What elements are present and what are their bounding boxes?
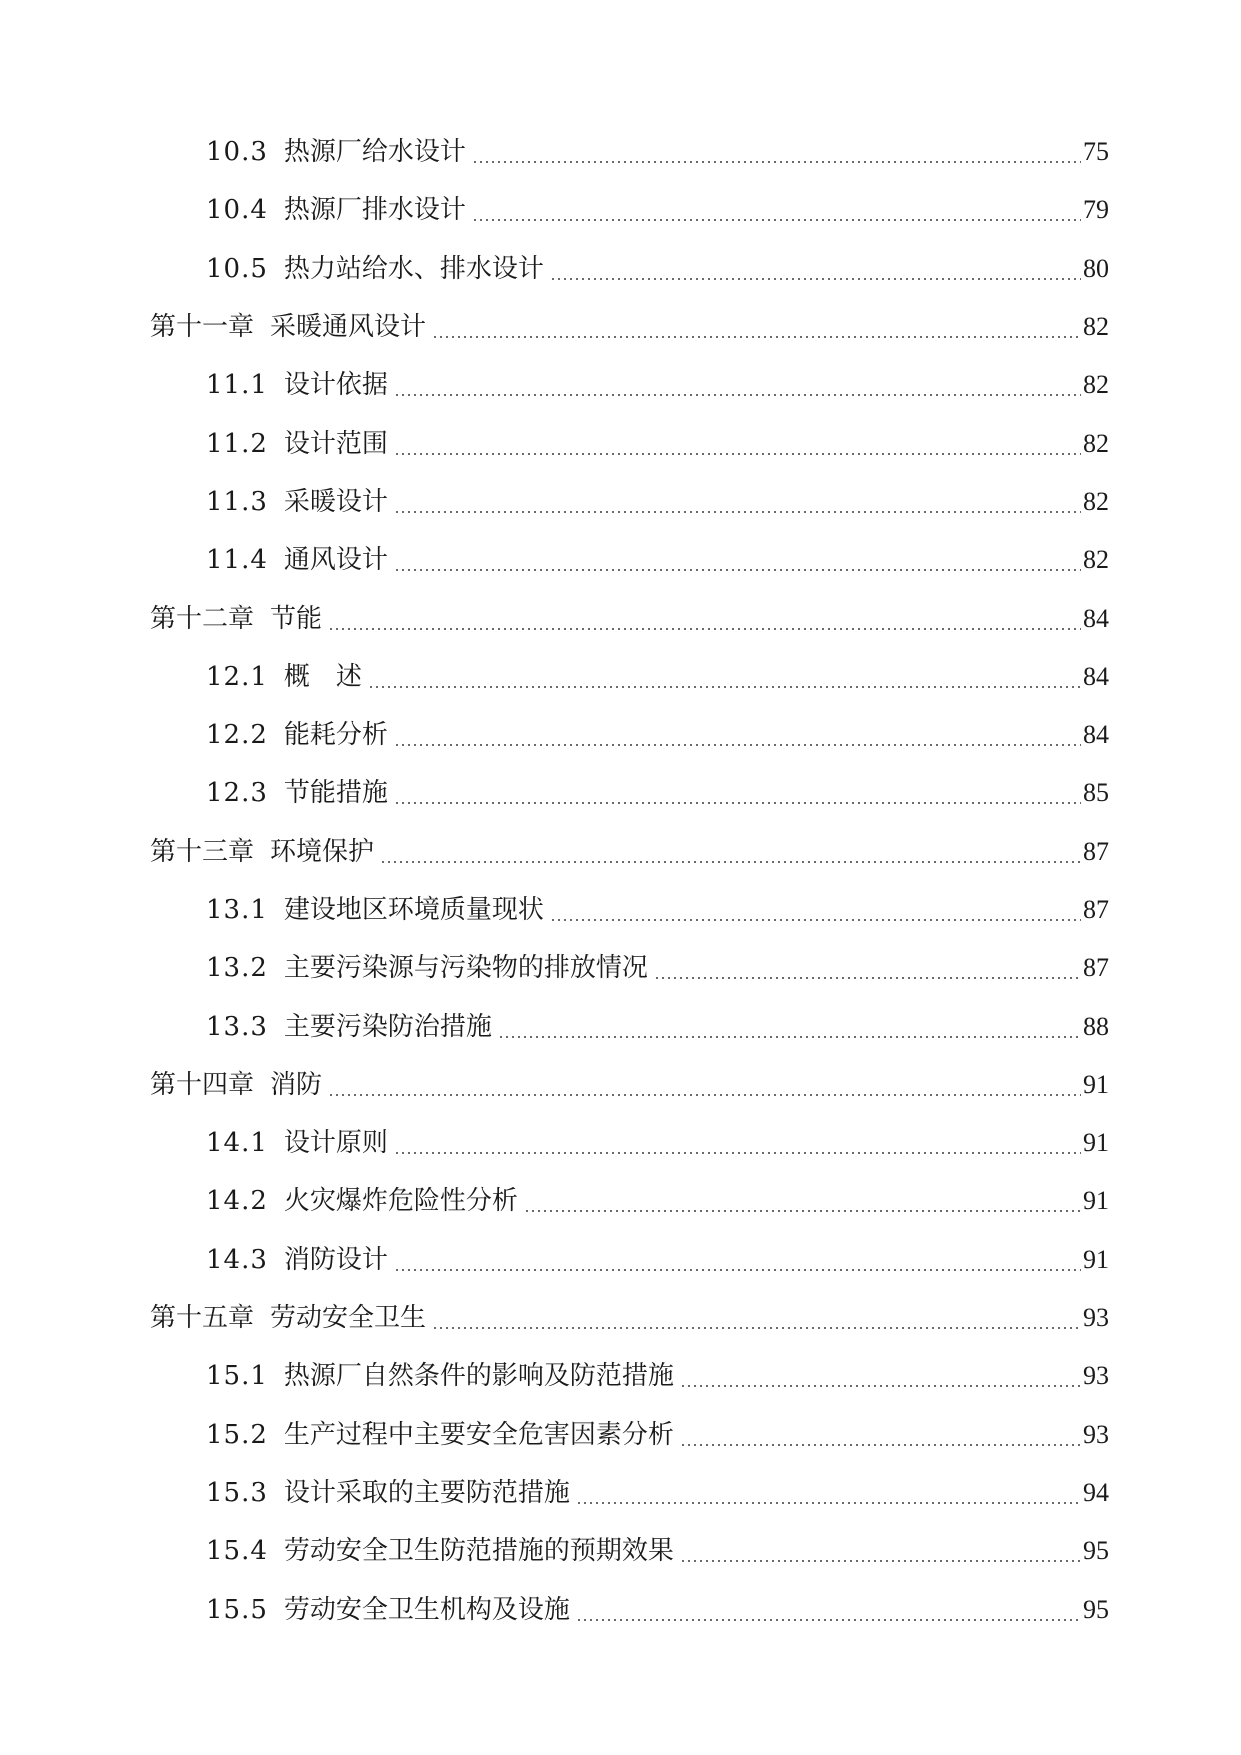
- dot-leader: [394, 569, 1081, 571]
- toc-entry-page-number: 95: [1083, 1594, 1109, 1624]
- dot-leader: [432, 336, 1081, 338]
- toc-chapter-entry[interactable]: [0, 1289, 1241, 1347]
- toc-entry-title: 通风设计: [283, 545, 388, 576]
- dot-leader: [394, 1269, 1081, 1271]
- toc-section-entry[interactable]: [0, 939, 1241, 997]
- toc-entry-number: 第十一章: [150, 312, 255, 343]
- toc-entry-number: 第十二章: [150, 603, 255, 634]
- toc-entry-number: 11.2: [206, 428, 268, 459]
- toc-entry-title: 设计范围: [283, 428, 388, 459]
- toc-entry-title: 热源厂自然条件的影响及防范措施: [283, 1361, 674, 1392]
- toc-entry-page-number: 93: [1083, 1303, 1109, 1333]
- toc-entry-page-number: 82: [1083, 486, 1109, 516]
- toc-entry-number: 11.3: [206, 486, 268, 517]
- toc-chapter-entry[interactable]: [0, 298, 1241, 356]
- toc-entry-number: 12.1: [206, 661, 268, 692]
- toc-entry-title: 热力站给水、排水设计: [283, 253, 544, 284]
- toc-section-entry[interactable]: [0, 1347, 1241, 1405]
- toc-entry-title: 环境保护: [270, 836, 375, 867]
- toc-section-entry[interactable]: [0, 123, 1241, 181]
- toc-section-entry[interactable]: [0, 648, 1241, 706]
- toc-chapter-entry[interactable]: [0, 823, 1241, 881]
- toc-entry-page-number: 95: [1083, 1536, 1109, 1566]
- toc-entry-number: 11.1: [206, 370, 268, 401]
- toc-entry-number: 第十五章: [150, 1303, 255, 1334]
- toc-entry-number: 14.2: [206, 1186, 268, 1217]
- toc-entry-title: 热源厂排水设计: [283, 195, 466, 226]
- toc-section-entry[interactable]: [0, 997, 1241, 1055]
- dot-leader: [380, 861, 1081, 863]
- dot-leader: [394, 394, 1081, 396]
- toc-entry-number: 15.1: [206, 1361, 268, 1392]
- toc-entry-page-number: 80: [1083, 253, 1109, 283]
- toc-entry-title: 劳动安全卫生: [270, 1303, 427, 1334]
- dot-leader: [576, 1502, 1081, 1504]
- toc-entry-page-number: 91: [1083, 1244, 1109, 1274]
- toc-entry-number: 14.3: [206, 1244, 268, 1275]
- toc-entry-number: 15.5: [206, 1594, 268, 1625]
- dot-leader: [472, 161, 1081, 163]
- toc-entry-title: 建设地区环境质量现状: [283, 895, 544, 925]
- toc-entry-page-number: 88: [1083, 1011, 1109, 1041]
- dot-leader: [550, 919, 1081, 921]
- toc-section-entry[interactable]: [0, 881, 1241, 939]
- toc-section-entry[interactable]: [0, 414, 1241, 472]
- toc-entry-title: 火灾爆炸危险性分析: [283, 1186, 518, 1217]
- toc-entry-page-number: 82: [1083, 370, 1109, 400]
- toc-entry-page-number: 85: [1083, 778, 1109, 808]
- dot-leader: [328, 628, 1081, 630]
- toc-section-entry[interactable]: [0, 473, 1241, 531]
- toc-entry-title: 节能: [270, 603, 323, 634]
- toc-entry-title: 设计原则: [283, 1128, 388, 1159]
- dot-leader: [550, 278, 1081, 280]
- toc-entry-number: 11.4: [206, 545, 268, 576]
- toc-entry-number: 15.4: [206, 1536, 268, 1567]
- toc-entry-number: 10.4: [206, 195, 268, 226]
- dot-leader: [680, 1385, 1081, 1387]
- table-of-contents: [0, 123, 1241, 1639]
- toc-section-entry[interactable]: [0, 1580, 1241, 1638]
- toc-entry-page-number: 87: [1083, 895, 1109, 924]
- toc-section-entry[interactable]: [0, 181, 1241, 239]
- dot-leader: [328, 1094, 1081, 1096]
- dot-leader: [394, 511, 1081, 513]
- toc-section-entry[interactable]: [0, 1406, 1241, 1464]
- toc-entry-title: 生产过程中主要安全危害因素分析: [283, 1419, 674, 1450]
- toc-entry-title: 节能措施: [283, 778, 388, 809]
- toc-entry-number: 12.2: [206, 720, 268, 751]
- toc-section-entry[interactable]: [0, 356, 1241, 414]
- dot-leader: [472, 219, 1081, 221]
- toc-section-entry[interactable]: [0, 706, 1241, 764]
- toc-entry-number: 13.2: [206, 953, 268, 984]
- toc-entry-title: 能耗分析: [283, 720, 388, 751]
- toc-entry-page-number: 82: [1083, 312, 1109, 342]
- toc-entry-page-number: 94: [1083, 1477, 1109, 1507]
- toc-entry-title: 热源厂给水设计: [283, 137, 466, 168]
- dot-leader: [524, 1210, 1081, 1212]
- dot-leader: [394, 802, 1081, 804]
- toc-entry-number: 13.3: [206, 1011, 268, 1042]
- toc-section-entry[interactable]: [0, 1114, 1241, 1172]
- toc-entry-page-number: 91: [1083, 1069, 1109, 1099]
- toc-entry-title: 主要污染源与污染物的排放情况: [283, 953, 648, 984]
- toc-section-entry[interactable]: [0, 1464, 1241, 1522]
- toc-entry-number: 第十四章: [150, 1069, 255, 1100]
- toc-entry-page-number: 93: [1083, 1361, 1109, 1391]
- toc-entry-page-number: 91: [1083, 1186, 1109, 1216]
- dot-leader: [576, 1619, 1081, 1621]
- toc-entry-page-number: 82: [1083, 428, 1109, 458]
- toc-section-entry[interactable]: [0, 1231, 1241, 1289]
- dot-leader: [498, 1036, 1081, 1038]
- toc-entry-page-number: 82: [1083, 545, 1109, 575]
- toc-entry-number: 12.3: [206, 778, 268, 809]
- toc-entry-page-number: 84: [1083, 720, 1109, 750]
- toc-entry-title: 采暖设计: [283, 486, 388, 517]
- toc-entry-page-number: 84: [1083, 661, 1109, 691]
- toc-entry-page-number: 84: [1083, 603, 1109, 633]
- dot-leader: [680, 1560, 1081, 1562]
- dot-leader: [654, 977, 1081, 979]
- toc-section-entry[interactable]: [0, 531, 1241, 589]
- toc-entry-number: 第十三章: [150, 836, 255, 867]
- toc-entry-number: 15.2: [206, 1419, 268, 1450]
- toc-section-entry[interactable]: [0, 240, 1241, 298]
- toc-entry-title: 劳动安全卫生防范措施的预期效果: [283, 1536, 674, 1567]
- toc-entry-number: 10.3: [206, 137, 268, 168]
- dot-leader: [394, 1152, 1081, 1154]
- toc-entry-title: 消防设计: [283, 1244, 388, 1275]
- toc-entry-page-number: 87: [1083, 953, 1109, 983]
- toc-chapter-entry[interactable]: [0, 1056, 1241, 1114]
- dot-leader: [368, 686, 1081, 688]
- toc-entry-number: 14.1: [206, 1128, 268, 1159]
- toc-entry-title: 消防: [270, 1069, 323, 1100]
- toc-entry-title: 采暖通风设计: [270, 312, 427, 343]
- toc-section-entry[interactable]: [0, 1522, 1241, 1580]
- toc-entry-page-number: 87: [1083, 836, 1109, 866]
- dot-leader: [680, 1444, 1081, 1446]
- toc-entry-page-number: 93: [1083, 1419, 1109, 1449]
- toc-entry-number: 15.3: [206, 1477, 268, 1508]
- toc-entry-title: 主要污染防治措施: [283, 1011, 492, 1042]
- toc-section-entry[interactable]: [0, 1172, 1241, 1230]
- toc-entry-page-number: 91: [1083, 1128, 1109, 1158]
- toc-section-entry[interactable]: [0, 764, 1241, 822]
- toc-chapter-entry[interactable]: [0, 589, 1241, 647]
- dot-leader: [394, 744, 1081, 746]
- toc-entry-number: 13.1: [206, 895, 268, 925]
- toc-entry-title: 设计采取的主要防范措施: [283, 1477, 570, 1508]
- toc-entry-title: 设计依据: [283, 370, 388, 401]
- toc-entry-page-number: 79: [1083, 195, 1109, 225]
- toc-entry-title: 劳动安全卫生机构及设施: [283, 1594, 570, 1625]
- toc-entry-page-number: 75: [1083, 137, 1109, 167]
- toc-entry-title: 概 述: [283, 661, 362, 692]
- toc-entry-number: 10.5: [206, 253, 268, 284]
- dot-leader: [394, 453, 1081, 455]
- dot-leader: [432, 1327, 1081, 1329]
